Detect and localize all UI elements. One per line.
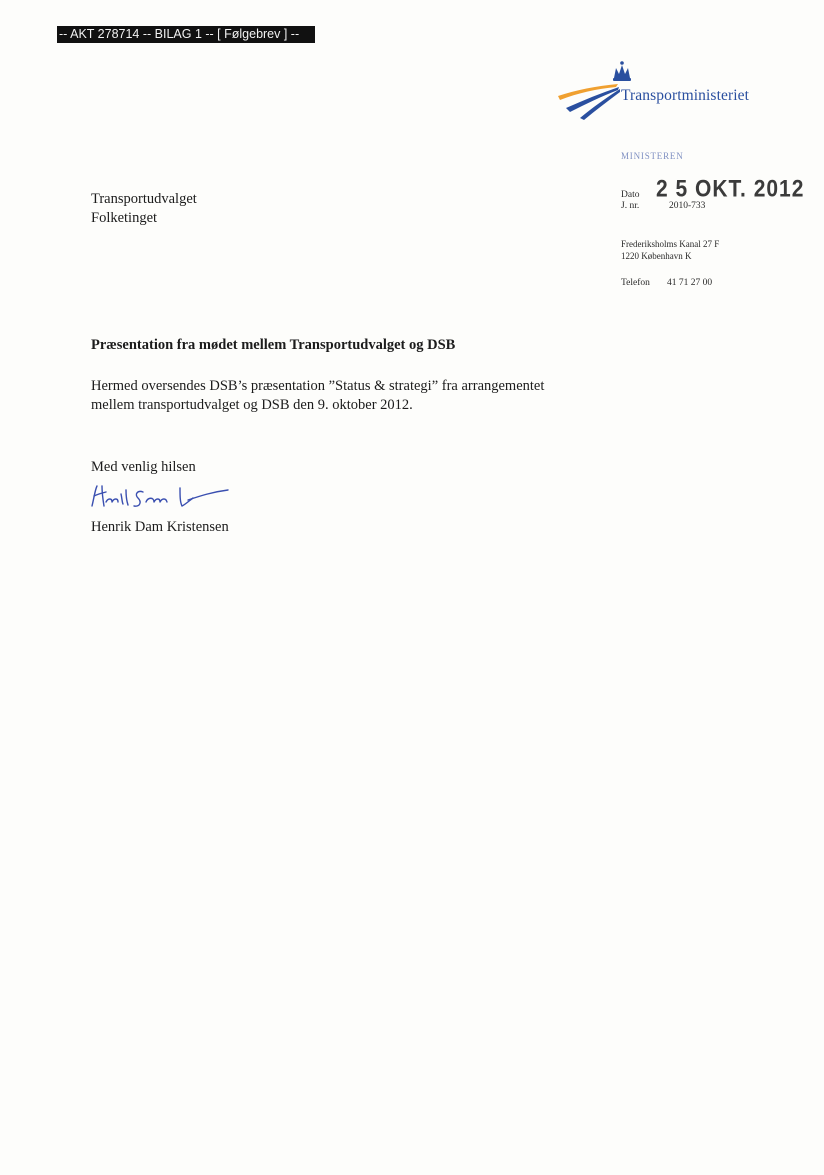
- date-stamp: 2 5 OKT. 2012: [656, 176, 805, 203]
- logo-wordmark: Transportministeriet: [621, 87, 750, 104]
- date-label: Dato: [621, 190, 640, 200]
- journal-number-value: 2010-733: [669, 201, 706, 211]
- department-label: MINISTEREN: [621, 151, 684, 161]
- telephone-label: Telefon: [621, 278, 650, 288]
- address-line-2: 1220 København K: [621, 251, 692, 261]
- address-line-1: Frederiksholms Kanal 27 F: [621, 239, 720, 249]
- body-line-2: mellem transportudvalget og DSB den 9. oktober 2012.: [91, 397, 413, 413]
- handwritten-signature: [88, 480, 238, 512]
- signatory-name: Henrik Dam Kristensen: [91, 519, 229, 535]
- closing-greeting: Med venlig hilsen: [91, 459, 196, 475]
- letter-subject: Præsentation fra mødet mellem Transportudvalget og DSB: [91, 337, 456, 353]
- document-id-strip: -- AKT 278714 -- BILAG 1 -- [ Følgebrev ] --: [57, 26, 315, 43]
- telephone-value: 41 71 27 00: [667, 278, 713, 288]
- journal-number-label: J. nr.: [621, 201, 640, 211]
- recipient-line-2: Folketinget: [91, 210, 158, 226]
- recipient-line-1: Transportudvalget: [91, 191, 197, 207]
- body-line-1: Hermed oversendes DSB’s præsentation ”Status & strategi” fra arrangementet: [91, 378, 545, 394]
